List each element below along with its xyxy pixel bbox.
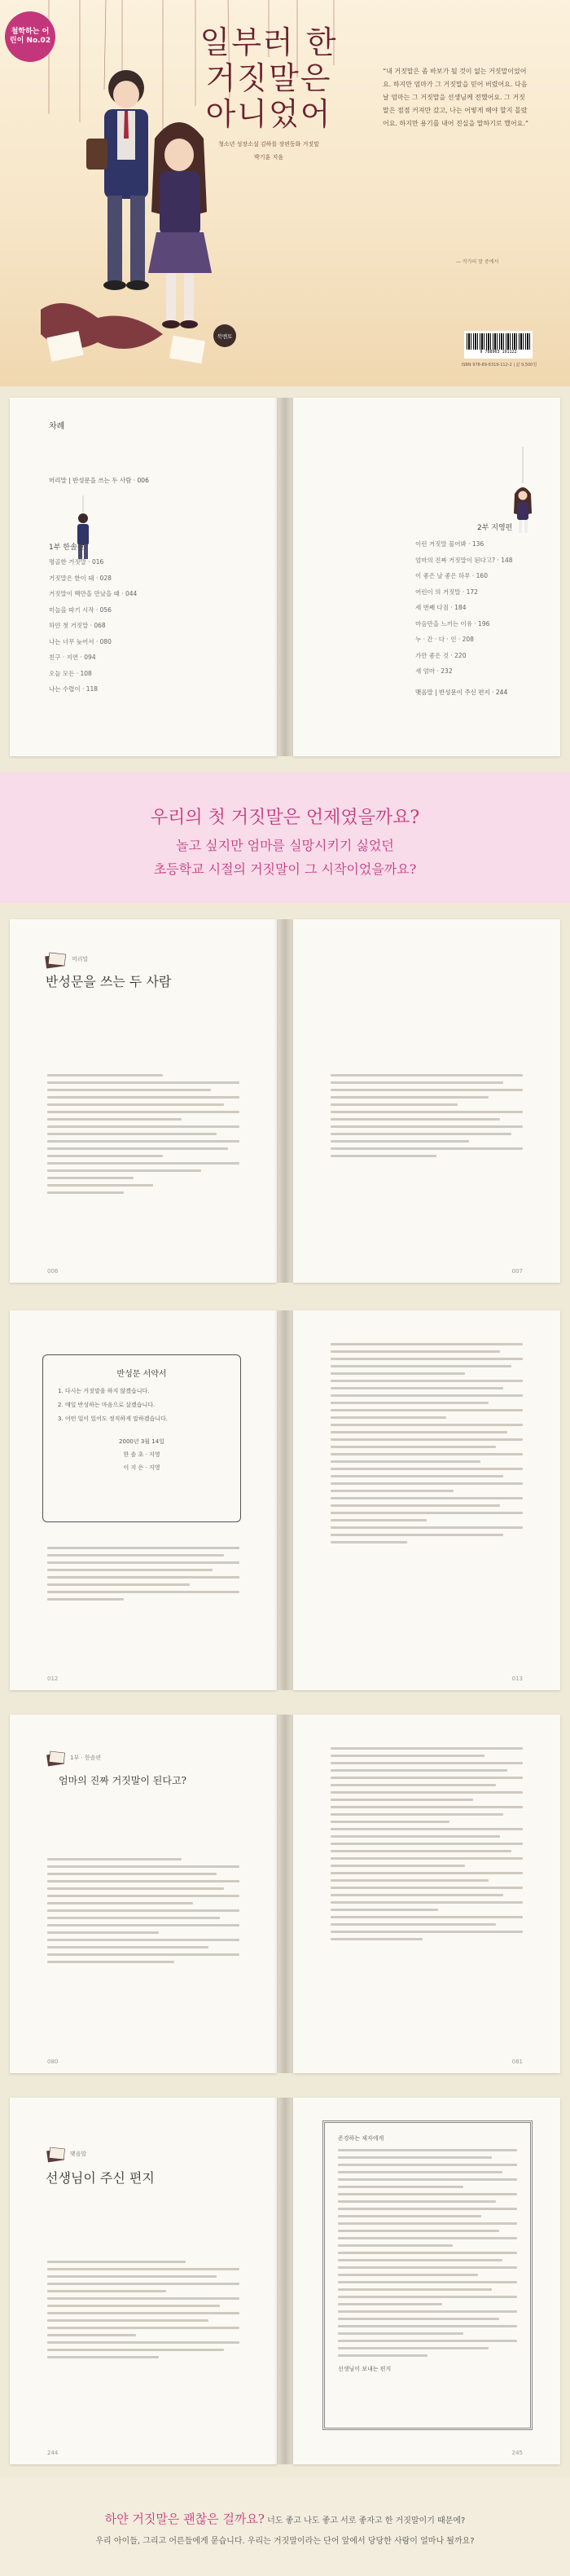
chapter-label: 머리말 [72,956,89,962]
title-line: 거짓말은 [205,60,332,96]
toc-item[interactable]: 나는 수렵이 · 118 [49,685,99,693]
pledge-box [42,1354,241,1522]
title-line: 아니었어 [205,96,332,132]
toc-item[interactable]: 친구 · 지연 · 094 [49,654,96,661]
chapter-label: 1부 · 한솔편 [70,1755,102,1761]
part1-list [49,557,137,701]
paper-note-icon [46,2147,67,2164]
spread1-right-page [293,919,560,1283]
toc-item[interactable]: 세 번째 다짐 · 184 [415,604,467,611]
pledge-title: 반성문 서약서 [116,1370,167,1379]
toc-item[interactable]: 마음만을 느끼는 이유 · 196 [415,619,490,627]
page-number: 007 [511,1268,523,1275]
barcode [464,331,533,359]
publisher-logo [213,324,236,347]
spread3-right-page [293,1715,560,2073]
toc-item[interactable]: 이 좋은 날 좋은 하루 · 160 [415,572,488,579]
quote-banner [0,773,570,903]
body-text [331,1343,523,1548]
toc-heading: 차례 [49,422,65,431]
spread4-right-page [293,2098,560,2464]
letter-header: 존경하는 제자에게 [338,2135,384,2142]
toc-item[interactable]: 거짓말이 백만을 만났을 때 · 044 [49,590,138,597]
chapter-title: 엄마의 진짜 거짓말이 된다고? [59,1775,186,1786]
series-label: 철학하는 어린이 No.02 [9,28,51,45]
letter-text [338,2149,517,2357]
body-text [47,1858,239,1968]
toc-section [0,386,570,773]
toc-item[interactable]: 누 · 간 · 다 · 인 · 208 [415,636,474,643]
banner-headline: 우리의 첫 거짓말은 언제였을까요? [150,808,420,828]
spread-1 [0,903,570,1299]
footer-highlight: 하얀 거짓말은 괜찮은 걸까요? [104,2512,265,2526]
footer-caption [0,2477,570,2576]
page-number: 245 [511,2450,523,2456]
body-text [331,1074,523,1162]
pledge-item: 1. 다시는 거짓말을 하지 않겠습니다. [58,1388,150,1394]
toc-item[interactable]: 미늘을 따기 시작 · 056 [49,605,112,614]
part2-list [415,539,513,683]
toc-right-page [293,398,560,756]
toc-item[interactable]: 가만 좋은 것 · 220 [415,651,467,659]
toc-item[interactable]: 오늘 모든 · 108 [49,669,92,677]
letter-box [322,2120,533,2430]
page-number: 013 [511,1676,523,1682]
spread-3 [0,1703,570,2086]
page-number: 006 [47,1268,59,1275]
pledge-signature: 이 지 은 · 지영 [123,1464,160,1471]
part1-title: 1부 한솔편 [49,544,85,552]
spread2-right-page [293,1310,560,1690]
paper-note-icon [44,952,68,970]
footer-line-2: 우리 아이들, 그리고 어른들에게 묻습니다. 우리는 거짓말이라는 단어 앞에서 당당한 사람이 얼마나 될까요? [95,2537,475,2546]
pledge-item: 2. 매일 반성하는 마음으로 살겠습니다. [58,1402,156,1408]
toc-item[interactable]: 명골한 거짓말 · 016 [49,558,104,566]
letter-closing: 선생님이 보내는 편지 [338,2366,392,2372]
body-text [331,1747,523,1945]
page-number: 080 [47,2059,59,2065]
toc-intro: 머리말 | 반성문을 쓰는 두 사람 · 006 [49,477,149,484]
barcode-bars [467,333,530,350]
footer-line-1 [0,2510,570,2527]
toc-epilogue[interactable]: 맺음말 | 반성문이 주신 편지 · 244 [415,689,508,696]
chapter-title: 선생님이 주신 편지 [46,2170,155,2186]
toc-left-page [10,398,277,756]
publisher-logo-text: 북멘토 [217,332,233,340]
spread4-left-page [10,2098,277,2464]
pledge-signature: 한 솔 초 · 지영 [123,1451,160,1458]
banner-line-1: 놀고 싶지만 엄마를 실망시키기 싫었던 [176,838,394,853]
body-text [47,1547,239,1605]
spread2-left-page [10,1310,277,1690]
pledge-signature: 2000년 3월 14일 [119,1438,164,1445]
spread1-left-page [10,919,277,1283]
pledge-item: 3. 어떤 일이 있어도 정직하게 말하겠습니다. [58,1416,168,1422]
book-author: 박기훈 지음 [253,154,284,161]
cover-blurb: “내 거짓말은 좀 바보가 될 것이 없는 거짓말이었어요. 하지만 엄마가 그 거짓말을 믿어 버렸어요. 다음 날 엄마는 그 거짓말을 선생님께 전했어요. 그 거짓말은 점점 커져만 갔고, 나는 어떻게 해야 할지 몰랐어요. 하지만 용기를 내어 진실을 말하기로 했어요.” [383,68,528,127]
chapter-label: 맺음말 [70,2151,87,2157]
toc-item[interactable]: 거짓말은 한이 돼 · 028 [49,574,112,582]
toc-item[interactable]: 하얀 첫 거짓말 · 068 [49,622,106,629]
page-number: 081 [511,2059,523,2065]
toc-item[interactable]: 엄마의 진짜 거짓말이 된다고? · 148 [415,556,513,564]
book-subtitle: 청소년 성장소설 김하를 장편동화 거짓말 [218,141,319,148]
cover-illustration [16,41,228,383]
footer-line-1-rest: 너도 좋고 나도 좋고 서로 좋자고 한 거짓말이기 때문에? [264,2517,466,2525]
page-number: 012 [47,1676,59,1682]
spread-2 [0,1299,570,1703]
toc-item[interactable]: 이런 거짓말 물어봐 · 136 [415,540,484,548]
spread-4 [0,2086,570,2477]
isbn-price: ISBN 978-89-6319-112-2 | 값 9,500원 [461,363,537,368]
chapter-title: 반성문을 쓰는 두 사람 [46,974,172,989]
barcode-number: 9 788963 191122 [480,350,517,354]
toc-item[interactable]: 어린이 의 거짓말 · 172 [415,588,478,596]
toc-item[interactable]: 새 엄마 · 232 [415,667,453,675]
cover-section [0,0,570,386]
part2-title: 2부 지영편 [477,524,513,532]
page-number: 244 [47,2450,59,2456]
banner-line-2: 초등학교 시절의 거짓말이 그 시작이었을까요? [153,861,417,877]
paper-note-icon [46,1750,67,1768]
body-text [47,2261,239,2363]
title-line: 일부러 한 [200,24,338,60]
toc-item[interactable]: 나는 너무 늦어서 · 080 [49,637,112,645]
blurb-caption: — 작가의 말 중에서 [456,259,499,265]
spread3-left-page [10,1715,277,2073]
body-text [47,1074,239,1199]
